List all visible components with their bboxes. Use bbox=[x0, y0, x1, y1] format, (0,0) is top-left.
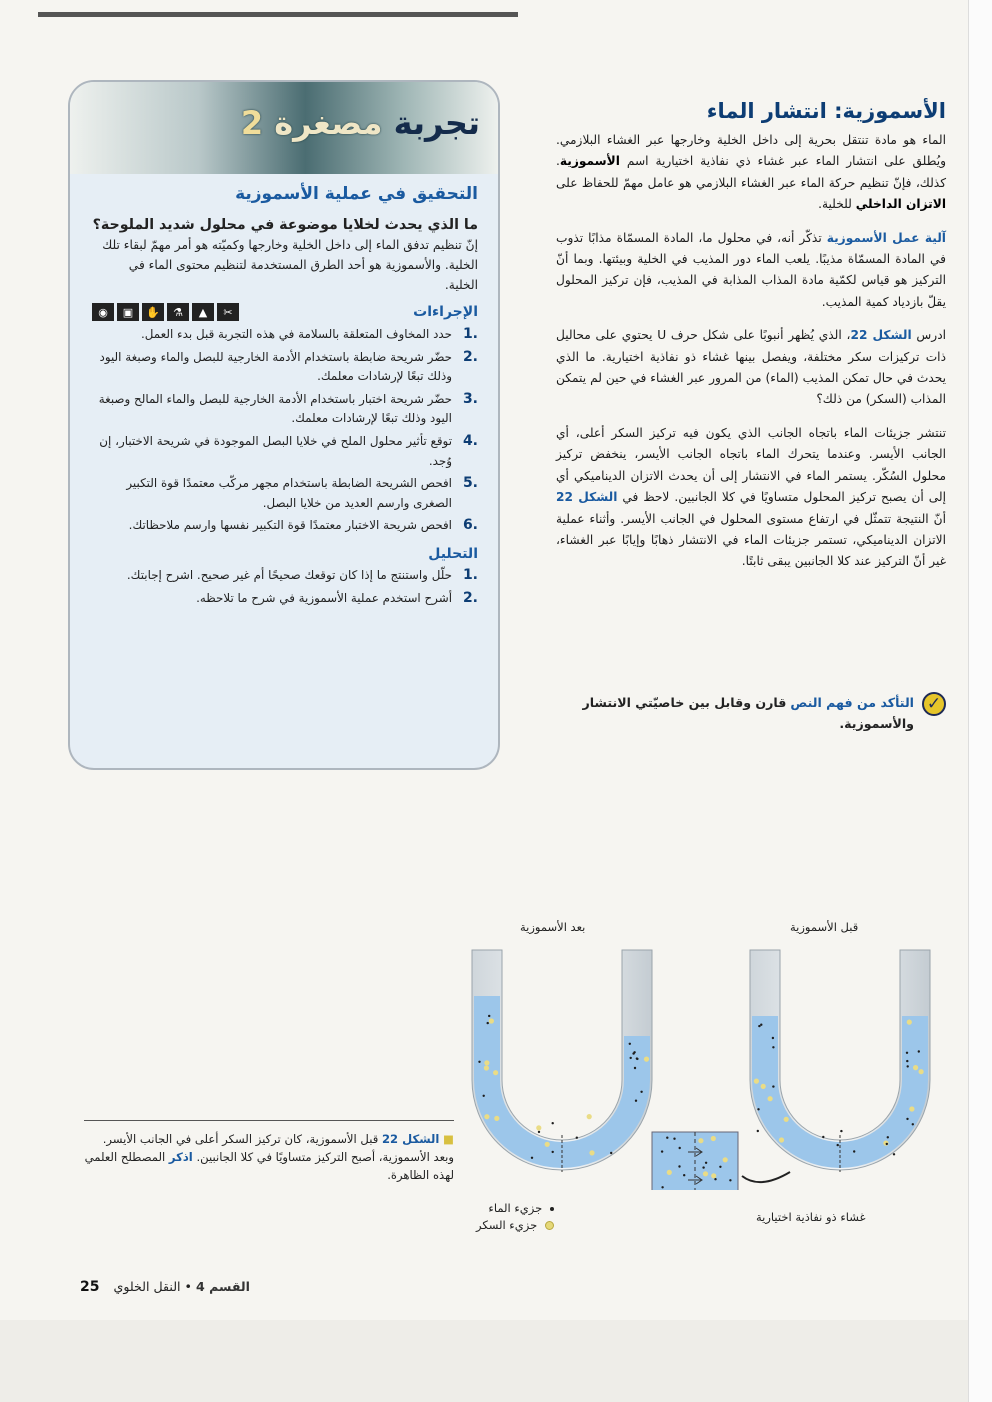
water-molecule bbox=[630, 1057, 632, 1059]
sugar-molecule-icon bbox=[545, 1221, 554, 1230]
water-molecule bbox=[887, 1136, 889, 1138]
term-osmosis: الأسموزية bbox=[559, 154, 620, 169]
top-rule bbox=[38, 12, 518, 17]
water-molecule bbox=[483, 1095, 485, 1097]
list-item: 1. حدد المخاوف المتعلقة بالسلامة في هذه التجربة قبل بدء العمل. bbox=[140, 326, 478, 342]
mini-lab-intro: إنّ تنظيم تدفق الماء إلى داخل الخلية وخارجها وكميّته هو أمر مهمّ لبقاء تلك الخلية. والأسموزية هو أحد الطرق المستخدمة لتنظيم محتوى الماء في الخلية. bbox=[102, 238, 478, 292]
footer-section: القسم 4 bbox=[196, 1279, 250, 1294]
mini-lab-box bbox=[68, 80, 500, 770]
main-column bbox=[556, 96, 946, 585]
sugar-molecule bbox=[493, 1070, 498, 1075]
water-molecule bbox=[635, 1100, 637, 1102]
sugar-molecule bbox=[907, 1020, 912, 1025]
spine-credit bbox=[946, 900, 960, 1230]
sugar-molecule bbox=[711, 1136, 716, 1141]
list-item: 3. حضّر شريحة اختبار باستخدام الأدمة الخارجية للبصل والماء المالح وصبغة اليود وذلك تبعًا لإرشادات معلمك. bbox=[98, 390, 478, 426]
water-molecule bbox=[853, 1150, 855, 1152]
sugar-molecule bbox=[667, 1170, 672, 1175]
water-molecule bbox=[837, 1144, 839, 1146]
water-molecule bbox=[634, 1067, 636, 1069]
figure-legend bbox=[476, 1200, 554, 1234]
glassware-icon: ▲ bbox=[192, 303, 214, 321]
figure-ref: الشكل 22 bbox=[556, 490, 618, 505]
sugar-molecule bbox=[768, 1096, 773, 1101]
footer-title: النقل الخلوي bbox=[113, 1279, 181, 1294]
water-molecule bbox=[610, 1152, 612, 1154]
water-molecule bbox=[531, 1157, 533, 1159]
paragraph-mechanism: آلية عمل الأسموزية تذكّر أنه، في محلول ما، المادة المسمّاة مذابًا تذوب في المادة المسمّاة مذيبًا. يلعب الماء دور المذيب في الخلية وبيئتها. وبما أنّ التركيز هو قياس لكمّية مادة المذاب المذابة في المذيب، فإن تركيز المحلول يقلّ بازدياد كمية المذيب. bbox=[556, 230, 946, 309]
list-item: 1. حلّل واستنتج ما إذا كان توقعك صحيحًا أم غير صحيح. اشرح إجابتك. bbox=[126, 566, 478, 583]
page-number: 25 bbox=[80, 1279, 100, 1295]
page-footer: القسم 4 • النقل الخلوي 25 bbox=[80, 1279, 250, 1295]
section-title: الأسموزية: انتشار الماء bbox=[706, 99, 946, 123]
water-molecule bbox=[893, 1153, 895, 1155]
water-molecule bbox=[661, 1186, 663, 1188]
reading-check-text: قارن وقابل بين خاصيّتي الانتشار والأسموزية. bbox=[582, 695, 914, 731]
sugar-molecule bbox=[703, 1171, 708, 1176]
water-molecule bbox=[640, 1091, 642, 1093]
before-osmosis-label: قبل الأسموزية bbox=[790, 920, 859, 934]
sugar-molecule bbox=[883, 1141, 888, 1146]
water-molecule bbox=[702, 1166, 704, 1168]
sugar-molecule bbox=[545, 1142, 550, 1147]
water-molecule bbox=[757, 1108, 759, 1110]
list-item: 4. توقع تأثير محلول الملح في خلايا البصل الموجودة في شريحة الاختبار، إن وُجد. bbox=[99, 432, 478, 468]
water-molecule bbox=[666, 1137, 668, 1139]
caption-bullet-icon: ■ bbox=[443, 1132, 454, 1146]
water-molecule bbox=[488, 1015, 490, 1017]
sugar-molecule bbox=[644, 1057, 649, 1062]
water-molecule bbox=[906, 1060, 908, 1062]
procedure-heading: الإجراءات bbox=[413, 304, 478, 320]
water-molecule bbox=[487, 1022, 489, 1024]
sugar-molecule bbox=[723, 1157, 728, 1162]
list-item: 2. أشرح استخدم عملية الأسموزية في شرح ما تلاحظه. bbox=[196, 589, 478, 606]
membrane-label: غشاء ذو نفاذية اختيارية bbox=[756, 1210, 866, 1224]
legend-water: جزيء الماء bbox=[488, 1201, 543, 1215]
safety-symbols bbox=[92, 303, 239, 321]
sugar-molecule bbox=[587, 1114, 592, 1119]
sugar-molecule bbox=[484, 1114, 489, 1119]
list-item: 2. حضّر شريحة ضابطة باستخدام الأدمة الخارجية للبصل والماء وصبغة اليود وذلك تبعًا لإرشادات معلمك. bbox=[99, 348, 478, 384]
water-molecule bbox=[907, 1065, 909, 1067]
water-molecule-icon bbox=[550, 1207, 554, 1211]
water-molecule bbox=[772, 1037, 774, 1039]
mechanism-heading: آلية عمل الأسموزية bbox=[826, 230, 946, 245]
paragraph-diffusion: تنتشر جزيئات الماء باتجاه الجانب الذي يكون فيه تركيز السكر أعلى، أي الجانب الأيسر. وعندما يتحرك الماء باتجاه الجانب الأيسر، ينخفض تركيز محلول السُكّر. يستمر الماء في الانتشار إلى أن يحدث الاتزان الديناميكي أي إلى أن يصبح تركيز المحلول متساويًا في كلا الجانبين. لاحظ في الشكل 22 أنّ النتيجة تتمثّل في ارتفاع مستوى المحلول في الجانب الأيسر. وأثناء عملية الاتزان الديناميكي، تستمر جزيئات الماء في الانتشار ذهابًا وإيابًا عبر الغشاء، غير أنّ التركيز عند كلا الجانبين يبقى ثابتًا. bbox=[556, 425, 946, 569]
water-molecule bbox=[478, 1061, 480, 1063]
reading-check-head: التأكد من فهم النص bbox=[790, 695, 914, 710]
sugar-molecule bbox=[589, 1150, 594, 1155]
water-molecule bbox=[729, 1179, 731, 1181]
sugar-molecule bbox=[909, 1106, 914, 1111]
water-molecule bbox=[822, 1136, 824, 1138]
water-molecule bbox=[906, 1052, 908, 1054]
sharp-object-icon: ✂ bbox=[217, 303, 239, 321]
goggles-icon: ◉ bbox=[92, 303, 114, 321]
caption-rule bbox=[84, 1120, 454, 1121]
procedure-steps bbox=[92, 325, 478, 536]
legend-sugar: جزيء السكر bbox=[476, 1218, 538, 1232]
water-molecule bbox=[772, 1085, 774, 1087]
list-item: 5. افحص الشريحة الضابطة باستخدام مجهر مركّب معتمدًا قوة التكبير الصغرى وارسم العديد من خلايا البصل. bbox=[126, 475, 478, 510]
water-molecule bbox=[705, 1162, 707, 1164]
checkmark-icon: ✓ bbox=[922, 692, 946, 716]
water-molecule bbox=[758, 1025, 760, 1027]
water-molecule bbox=[918, 1050, 920, 1052]
mini-lab-question: ما الذي يحدث لخلايا موضوعة في محلول شديد الملوحة؟ bbox=[92, 217, 478, 233]
u-tube-figure bbox=[460, 940, 940, 1190]
water-molecule bbox=[552, 1151, 554, 1153]
clothing-icon: ▣ bbox=[117, 303, 139, 321]
sugar-molecule bbox=[784, 1117, 789, 1122]
bottom-margin bbox=[0, 1320, 968, 1402]
water-molecule bbox=[661, 1150, 663, 1152]
analysis-heading: التحليل bbox=[428, 545, 478, 562]
figure-caption: ■ الشكل 22 قبل الأسموزية، كان تركيز السكر أعلى في الجانب الأيسر. وبعد الأسموزية، أصبح التركيز متساويًا في كلا الجانبين. اذكر المصطلح العلمي لهذه الظاهرة. bbox=[84, 1132, 454, 1182]
reading-check bbox=[556, 692, 946, 734]
water-molecule bbox=[714, 1178, 716, 1180]
zoom-arrow bbox=[742, 1172, 790, 1182]
water-molecule bbox=[840, 1130, 842, 1132]
water-molecule bbox=[629, 1043, 631, 1045]
water-molecule bbox=[772, 1046, 774, 1048]
figure-ref: الشكل 22 bbox=[850, 328, 912, 343]
water-molecule bbox=[552, 1122, 554, 1124]
sugar-molecule bbox=[761, 1084, 766, 1089]
water-molecule bbox=[636, 1058, 638, 1060]
water-molecule bbox=[673, 1138, 675, 1140]
sugar-molecule bbox=[536, 1125, 541, 1130]
sugar-molecule bbox=[754, 1079, 759, 1084]
water-molecule bbox=[757, 1130, 759, 1132]
water-molecule bbox=[683, 1174, 685, 1176]
sugar-molecule bbox=[494, 1116, 499, 1121]
sugar-molecule bbox=[698, 1138, 703, 1143]
water-molecule bbox=[679, 1147, 681, 1149]
water-molecule bbox=[906, 1118, 908, 1120]
water-molecule bbox=[886, 1143, 888, 1145]
u-tube-before bbox=[750, 950, 930, 1172]
sugar-molecule bbox=[489, 1018, 494, 1023]
list-item: 6. افحص شريحة الاختبار معتمدًا قوة التكبير نفسها وارسم ملاحظاتك. bbox=[128, 517, 478, 534]
after-osmosis-label: بعد الأسموزية bbox=[520, 920, 586, 934]
water-molecule bbox=[633, 1051, 635, 1053]
mini-lab-subtitle: التحقيق في عملية الأسموزية bbox=[235, 184, 478, 204]
paragraph-osmosis: الماء هو مادة تنتقل بحرية إلى داخل الخلية وخارجها عبر الغشاء البلازمي. ويُطلق على انتشار الماء عبر غشاء ذي نفاذية اختيارية اسم الأسموزية. كذلك، فإنّ تنظيم حركة الماء عبر الغشاء البلازمي هو عامل مهمّ للحفاظ على الاتزان الداخلي للخلية. bbox=[556, 133, 946, 212]
sugar-molecule bbox=[484, 1060, 489, 1065]
chemical-icon: ⚗ bbox=[167, 303, 189, 321]
caption-ask-head: اذكر bbox=[168, 1150, 193, 1164]
hand-icon: ✋ bbox=[142, 303, 164, 321]
u-tube-after bbox=[472, 950, 652, 1172]
sugar-molecule bbox=[913, 1065, 918, 1070]
sugar-molecule bbox=[919, 1069, 924, 1074]
water-molecule bbox=[576, 1137, 578, 1139]
mini-lab-title: تجربة مصغرة 2 bbox=[240, 104, 480, 142]
analysis-items bbox=[92, 566, 478, 608]
water-molecule bbox=[538, 1131, 540, 1133]
term-homeostasis: الاتزان الداخلي bbox=[855, 197, 946, 212]
water-molecule bbox=[719, 1166, 721, 1168]
water-molecule bbox=[678, 1165, 680, 1167]
sugar-molecule bbox=[779, 1137, 784, 1142]
page-edge bbox=[968, 0, 992, 1402]
paragraph-study-figure: ادرس الشكل 22، الذي يُظهر أنبوبًا على شكل حرف U يحتوي على محاليل ذات تركيزات سكر مختلفة، ويفصل بينها غشاء ذو نفاذية اختيارية. ما الذي يحدث في حال تمكن المذيب (الماء) من المرور عبر الغشاء في حين لم يتمكن المذاب (السكر) من ذلك؟ bbox=[556, 328, 947, 407]
caption-figure-ref: الشكل 22 bbox=[381, 1132, 440, 1146]
sugar-molecule bbox=[484, 1065, 489, 1070]
water-molecule bbox=[912, 1123, 914, 1125]
sugar-molecule bbox=[711, 1173, 716, 1178]
mini-lab-header bbox=[70, 82, 498, 174]
